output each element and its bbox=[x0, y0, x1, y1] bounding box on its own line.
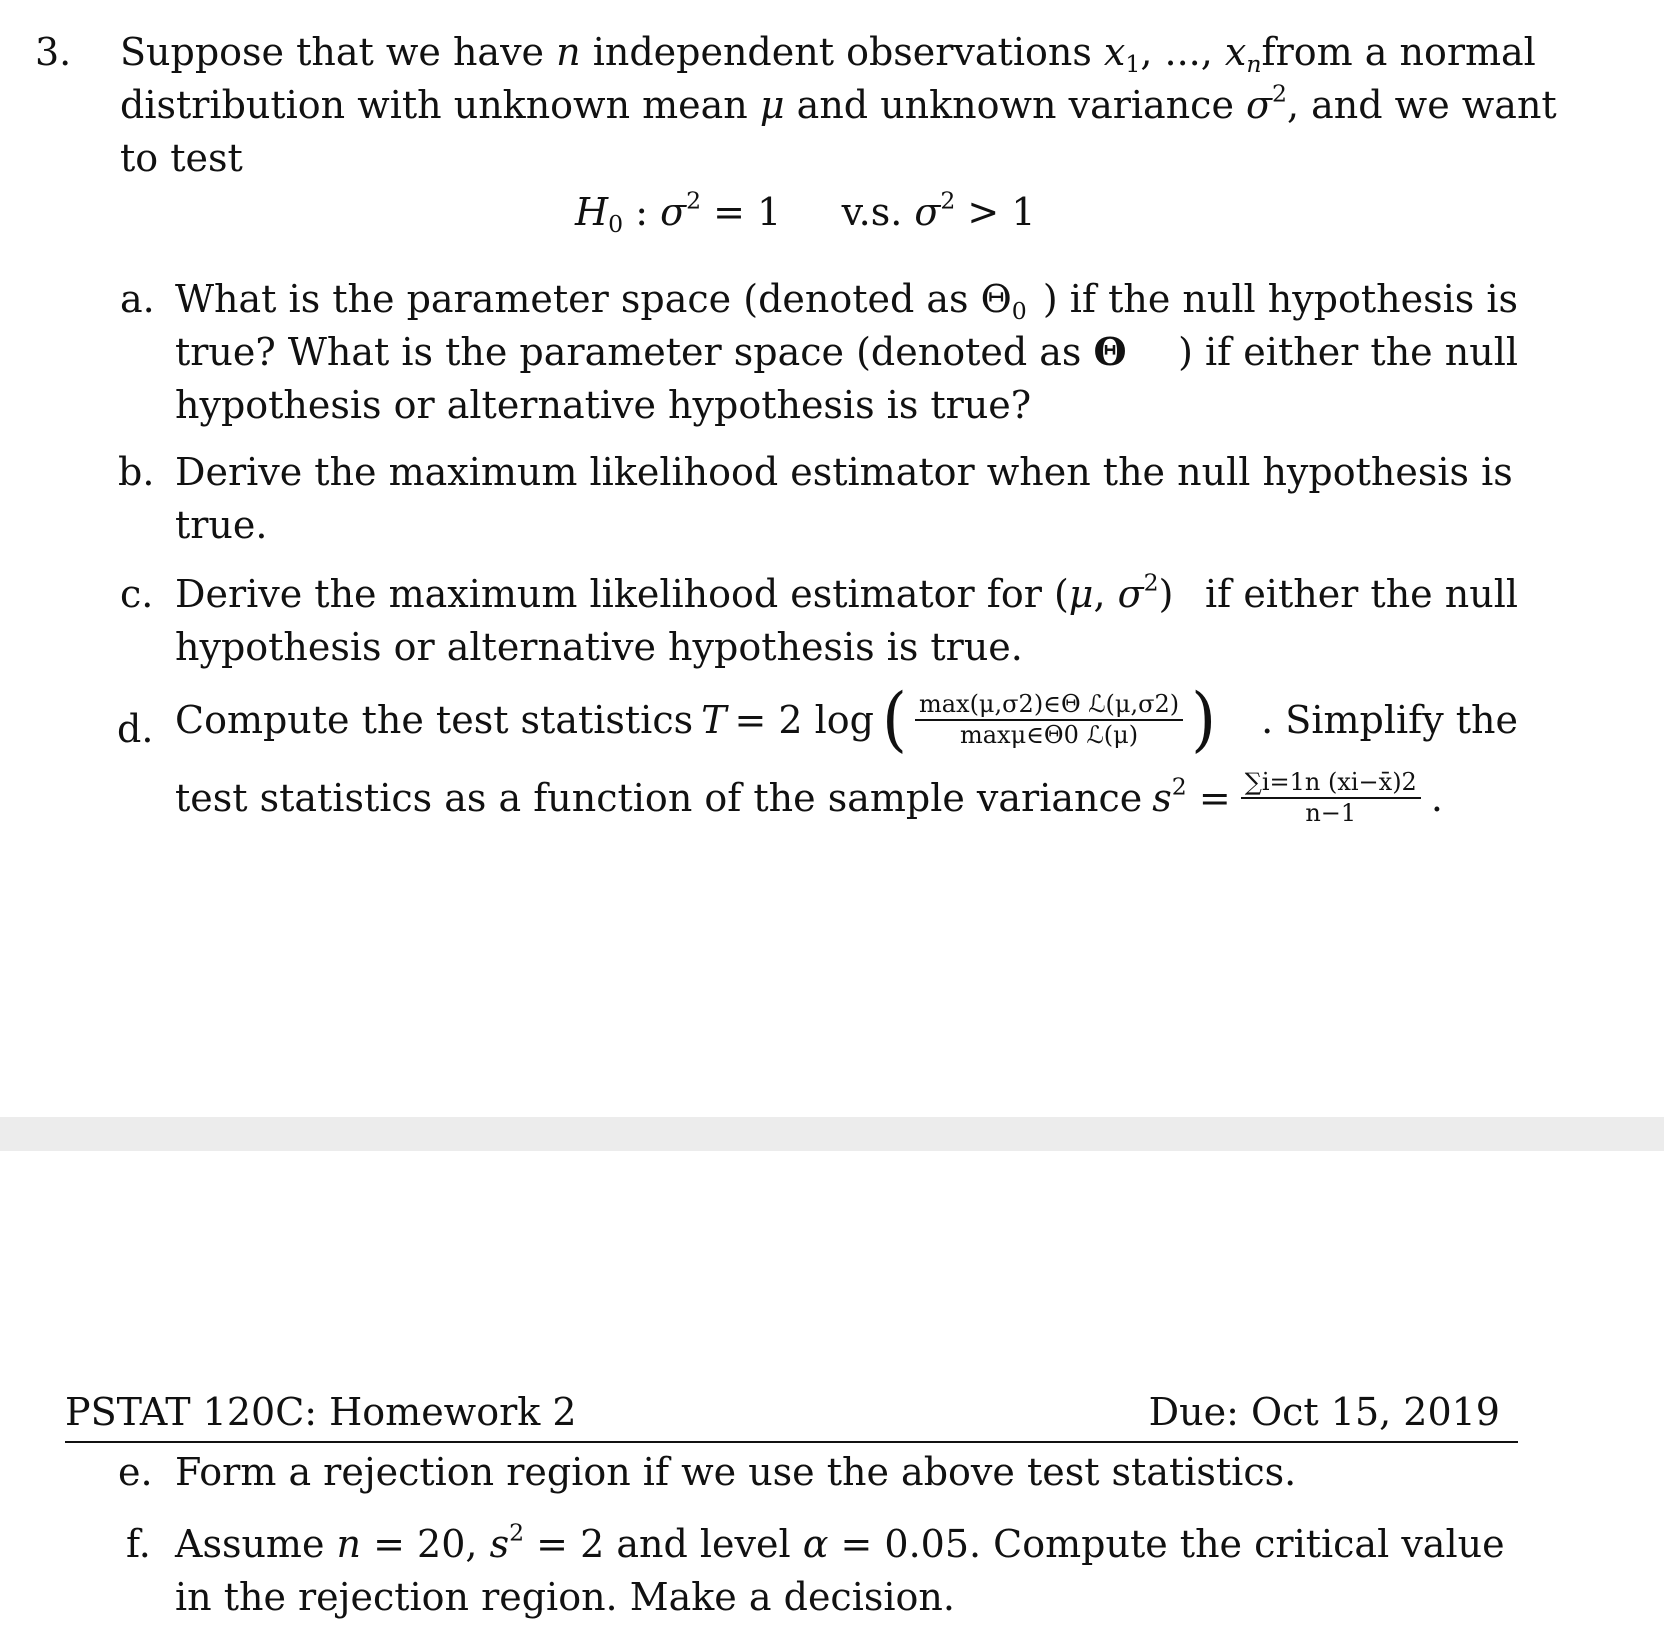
likelihood-ratio-fraction: $\frac{\text{max(μ,σ2)∈Θ ℒ(μ,σ2)}}{\text{maxμ∈Θ0 ℒ(μ)}}$ bbox=[915, 692, 1183, 748]
part-a-label: a. bbox=[120, 277, 155, 321]
part-f-line-1: Assume n = 20, $s^2 = 2$ and level α = 0.05. Compute the critical value bbox=[175, 1518, 1505, 1566]
part-c-line-2: hypothesis or alternative hypothesis is true. bbox=[175, 625, 1023, 669]
part-a-line-2: true? What is the parameter space (denoted as Θ ) if either the null bbox=[175, 329, 1518, 374]
page-header bbox=[65, 1390, 1500, 1434]
part-b-line-2: true. bbox=[175, 503, 268, 547]
part-c-label: c. bbox=[120, 572, 154, 616]
intro-line-1: Suppose that we have n independent observations $x_1$, ..., $x_n$ from a normal bbox=[120, 30, 1536, 79]
problem-number: 3. bbox=[35, 30, 72, 74]
page-break-band bbox=[0, 1117, 1664, 1151]
intro-line-2: distribution with unknown mean μ and unknown variance $\sigma^2$, and we want bbox=[120, 79, 1557, 127]
header-rule bbox=[65, 1441, 1518, 1443]
due-date: Due: Oct 15, 2019 bbox=[1148, 1390, 1500, 1434]
part-b-line-1: Derive the maximum likelihood estimator when the null hypothesis is bbox=[175, 450, 1513, 494]
part-a-line-1: What is the parameter space (denoted as $\Theta_0$ ) if the null hypothesis is bbox=[175, 277, 1518, 326]
part-e-label: e. bbox=[118, 1450, 153, 1494]
part-d-line-2: test statistics as a function of the sample variance $s^2$ = $\frac{\sum i=1n (xi-x̄)2}{n-1}$ . bbox=[175, 768, 1443, 828]
hypothesis-statement: $H_0$ : $\sigma^2 = 1$ v.s. $\sigma^2 > 1$ bbox=[575, 186, 1036, 239]
left-paren: ( bbox=[882, 679, 907, 761]
part-a-line-3: hypothesis or alternative hypothesis is true? bbox=[175, 383, 1032, 427]
part-f-line-2: in the rejection region. Make a decision. bbox=[175, 1575, 955, 1619]
part-d-label: d. bbox=[117, 707, 154, 751]
course-title: PSTAT 120C: Homework 2 bbox=[65, 1390, 577, 1434]
part-d-line-1: Compute the test statistics T = 2 log ( $\frac{\text{max(μ,σ2)∈Θ ℒ(μ,σ2)}}{\text{maxμ∈Θ0 ℒ(μ)}}$ ) . Simplify the bbox=[175, 679, 1518, 761]
part-f-label: f. bbox=[126, 1522, 151, 1566]
intro-line-3: to test bbox=[120, 136, 243, 180]
right-paren: ) bbox=[1191, 679, 1217, 761]
part-b-label: b. bbox=[118, 450, 155, 494]
part-c-line-1: Derive the maximum likelihood estimator for (μ, $\sigma^2$) if either the null bbox=[175, 568, 1518, 616]
part-e-text: Form a rejection region if we use the above test statistics. bbox=[175, 1450, 1297, 1494]
sample-variance-fraction: $\frac{\sum i=1n (xi-x̄)2}{n-1}$ bbox=[1241, 770, 1421, 826]
